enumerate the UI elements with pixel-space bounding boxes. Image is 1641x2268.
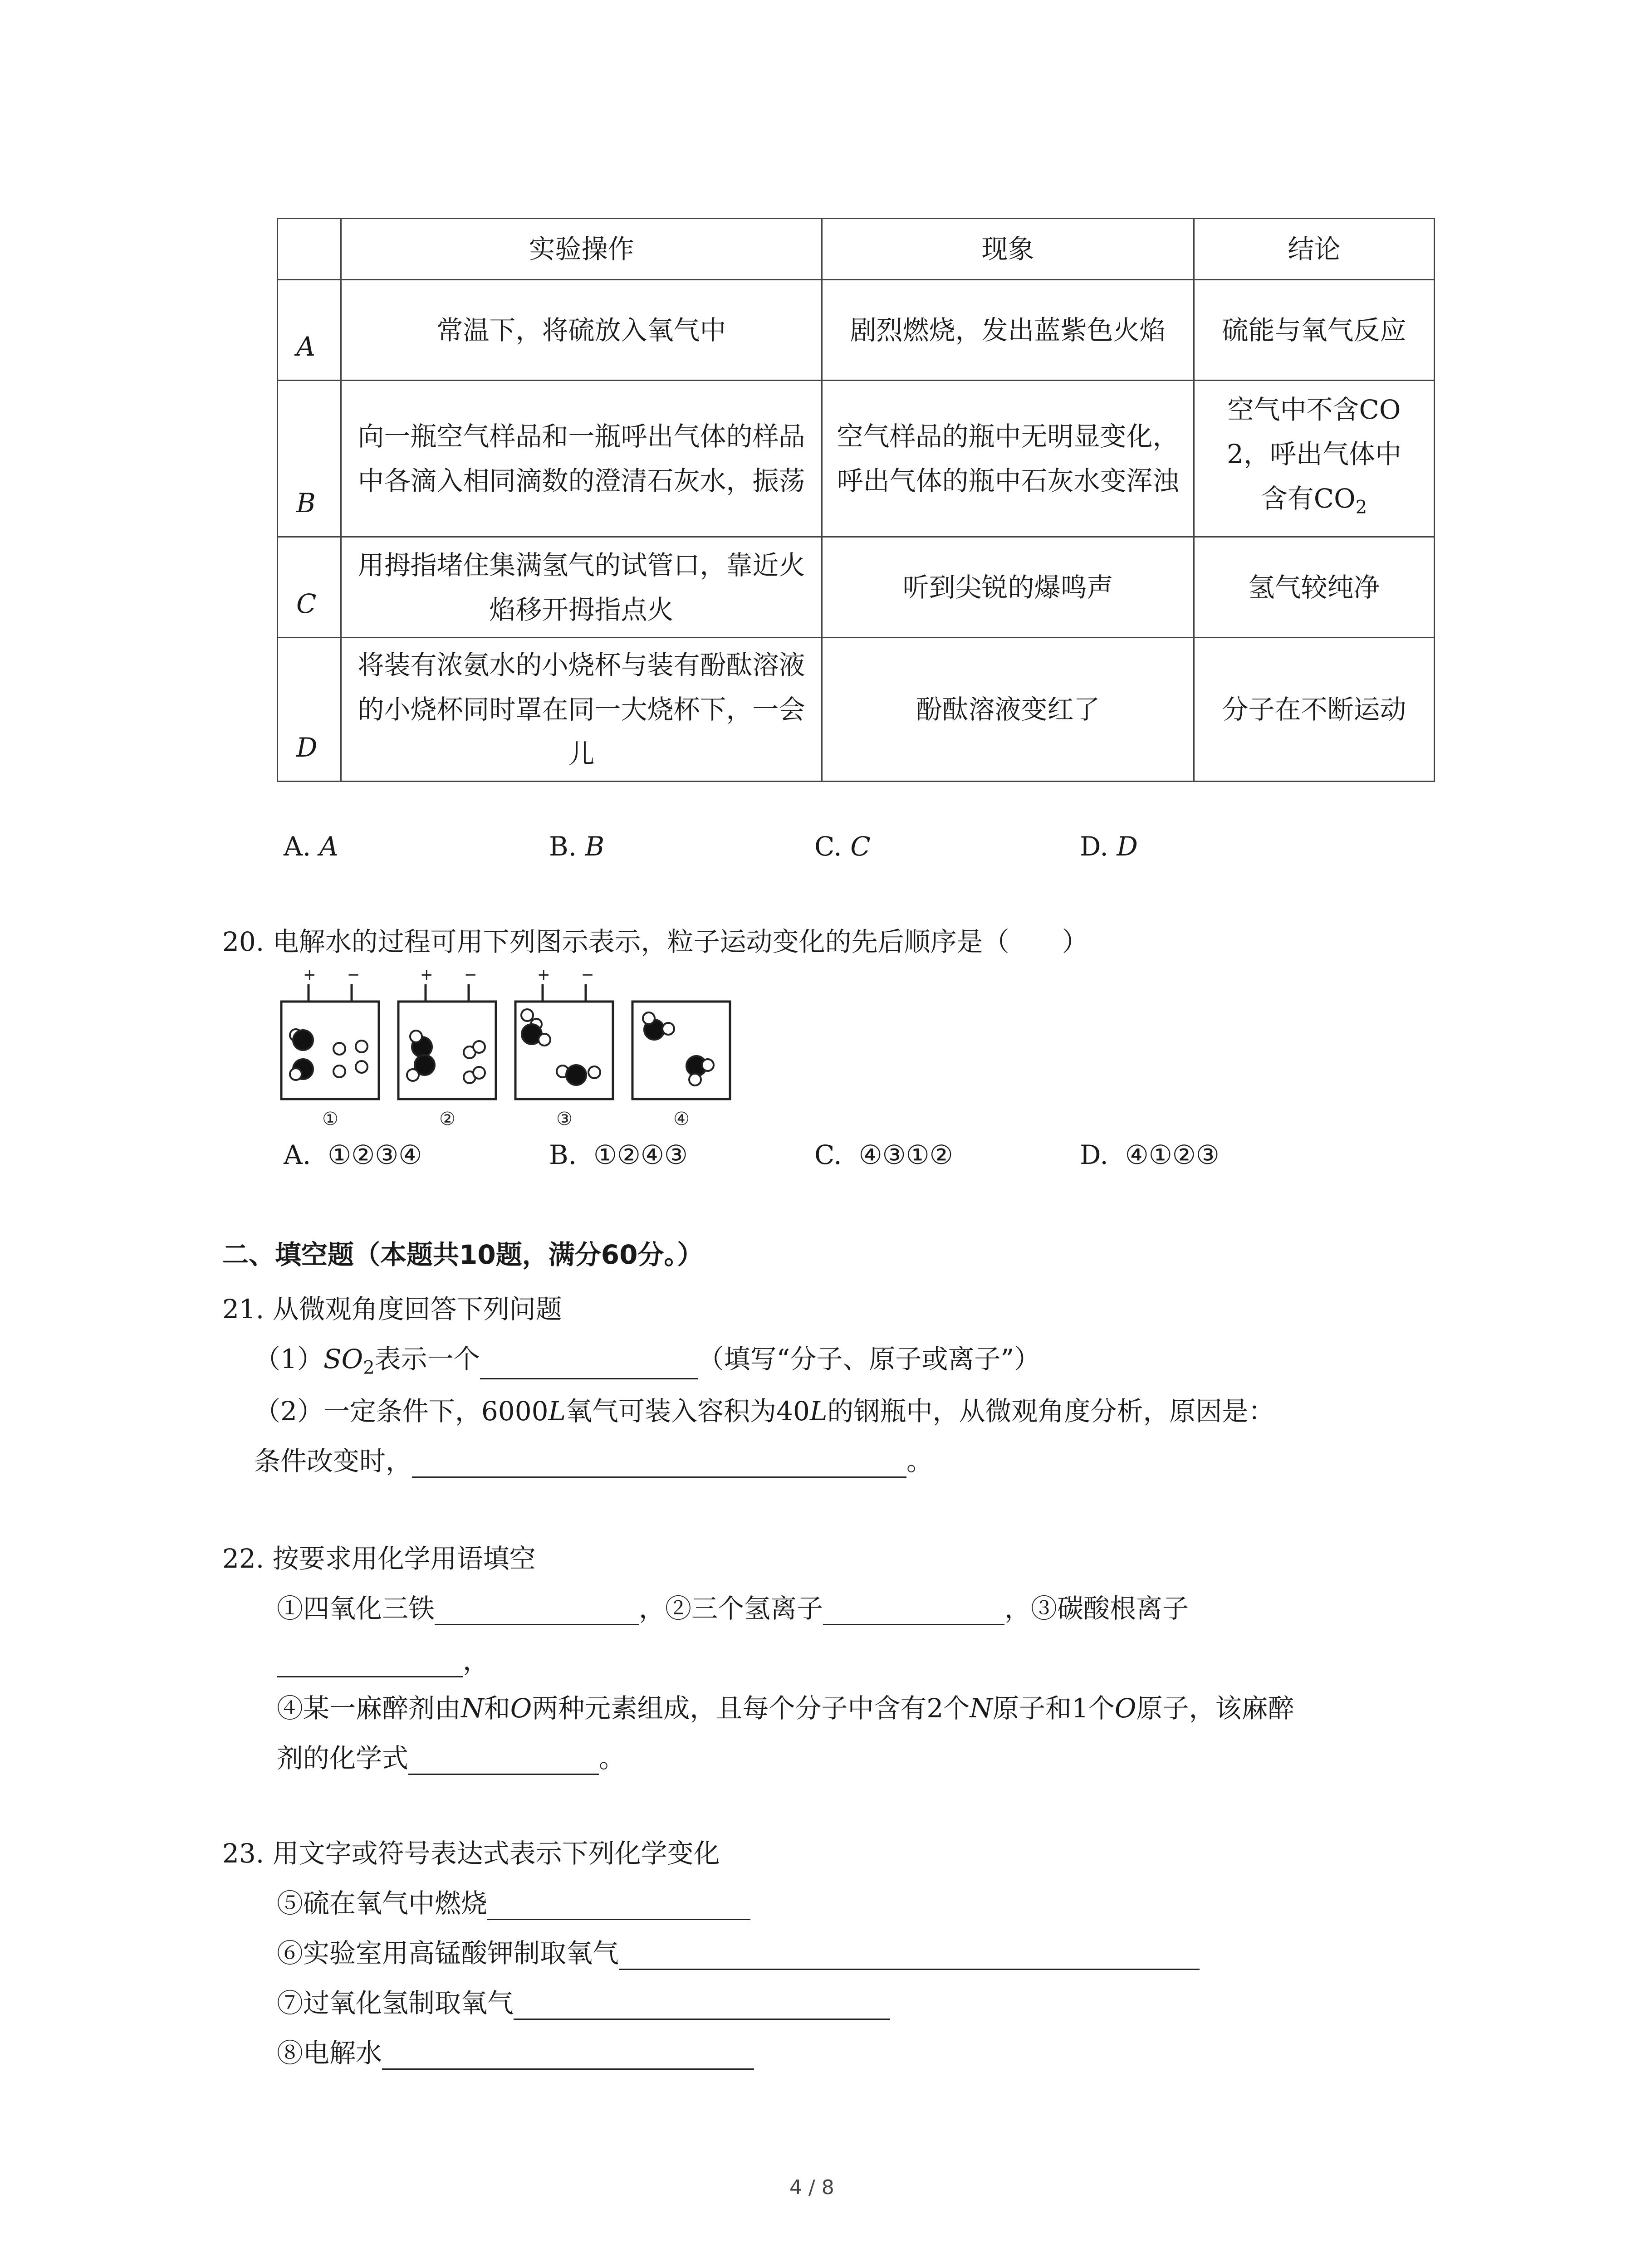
element-symbol: O: [510, 1693, 532, 1724]
row-letter: B: [278, 381, 341, 537]
table-row: [278, 381, 1435, 537]
electrode-minus-sign: −: [581, 966, 594, 984]
question-20-stem: 20. 电解水的过程可用下列图示表示，粒子运动变化的先后顺序是（ ）: [222, 926, 1088, 957]
conclusion-line: 含有CO: [1261, 483, 1356, 514]
option-label: D.: [1080, 1139, 1108, 1170]
text: 。: [599, 1743, 626, 1774]
table-header-cell: [278, 219, 341, 280]
subscript: 2: [1355, 497, 1367, 518]
option-value: ①②④③: [593, 1139, 688, 1170]
table-header-row: [278, 219, 1435, 280]
electrode-minus-sign: −: [347, 966, 360, 984]
option-a[interactable]: [284, 830, 338, 863]
conclusion-cell: 硫能与氧气反应: [1194, 280, 1435, 381]
option-label: B.: [549, 1139, 577, 1170]
option-value: A: [319, 831, 338, 862]
row-letter: D: [278, 638, 341, 782]
figure-label: ①: [322, 1109, 338, 1129]
part-number: （1）: [254, 1344, 323, 1374]
question-23-item: [277, 1887, 750, 1920]
formula: SO: [323, 1344, 363, 1374]
question-23-item: [277, 2037, 754, 2070]
operation-cell: 用拇指堵住集满氢气的试管口，靠近火焰移开拇指点火: [341, 537, 822, 638]
question-22-line-2: [277, 1644, 489, 1677]
table-header-cell: 实验操作: [341, 219, 822, 280]
conclusion-cell: 氢气较纯净: [1194, 537, 1435, 638]
question-22-line-1: [277, 1592, 1189, 1625]
section-title: 二、填空题（本题共10题，满分60分。）: [222, 1239, 704, 1270]
answer-blank[interactable]: [480, 1349, 698, 1379]
conclusion-cell: [1194, 381, 1435, 537]
phenomenon-cell: 听到尖锐的爆鸣声: [822, 537, 1194, 638]
option-value: B: [585, 831, 605, 862]
text: ④某一麻醉剂由: [277, 1693, 461, 1724]
conclusion-cell: 分子在不断运动: [1194, 638, 1435, 782]
text: 。: [906, 1446, 933, 1476]
text: ，③碳酸根离子: [1004, 1593, 1189, 1624]
option-label: C.: [814, 831, 842, 862]
electrode-minus-sign: −: [464, 966, 477, 984]
unit: L: [548, 1396, 566, 1427]
option-a[interactable]: [284, 1139, 422, 1172]
question-23-item: [277, 1937, 1200, 1970]
option-value: ①②③④: [328, 1139, 422, 1170]
option-value: D: [1117, 831, 1138, 862]
answer-blank[interactable]: [408, 1745, 599, 1775]
table-header-cell: 结论: [1194, 219, 1435, 280]
answer-blank[interactable]: [823, 1595, 1004, 1625]
element-symbol: O: [1114, 1693, 1136, 1724]
text: 表示一个: [374, 1344, 480, 1374]
element-symbol: N: [461, 1693, 484, 1724]
phenomenon-cell: 剧烈燃烧，发出蓝紫色火焰: [822, 280, 1194, 381]
operation-cell: 将装有浓氨水的小烧杯与装有酚酞溶液的小烧杯同时罩在同一大烧杯下，一会儿: [341, 638, 822, 782]
text: ⑦过氧化氢制取氧气: [277, 1988, 514, 2019]
question-23-item: [277, 1987, 890, 2020]
table-row: [278, 537, 1435, 638]
answer-blank[interactable]: [382, 2039, 754, 2070]
experiment-table: [277, 218, 1435, 782]
text: ①四氧化三铁: [277, 1593, 435, 1624]
question-22-line-4: [277, 1742, 625, 1775]
option-d[interactable]: [1080, 1139, 1220, 1172]
text: ，: [463, 1645, 490, 1676]
phenomenon-cell: 酚酞溶液变红了: [822, 638, 1194, 782]
text: 的钢瓶中，从微观角度分析，原因是：: [827, 1396, 1275, 1427]
figure-label: ②: [439, 1109, 456, 1129]
figure-label: ③: [556, 1109, 573, 1129]
answer-blank[interactable]: [487, 1890, 750, 1920]
text: 条件改变时，: [254, 1446, 412, 1476]
option-b[interactable]: [549, 830, 604, 863]
answer-blank[interactable]: [412, 1447, 906, 1478]
subscript: 2: [363, 1357, 375, 1378]
option-label: A.: [284, 1139, 311, 1170]
question-23-stem: 23. 用文字或符号表达式表示下列化学变化: [222, 1838, 720, 1869]
question-21-stem: 21. 从微观角度回答下列问题: [222, 1294, 562, 1325]
option-value: C: [850, 831, 871, 862]
page-number: 4 / 8: [789, 2176, 834, 2199]
row-letter: C: [278, 537, 341, 638]
element-symbol: N: [970, 1693, 993, 1724]
option-label: C.: [814, 1139, 842, 1170]
text: （2）一定条件下，: [254, 1396, 481, 1427]
conclusion-line: 空气中不含CO: [1227, 394, 1401, 425]
electrode-plus-sign: +: [420, 966, 433, 984]
table-row: [278, 638, 1435, 782]
electrolysis-figure: [272, 966, 749, 1148]
text: 剂的化学式: [277, 1743, 409, 1774]
question-22-line-3: [277, 1692, 1294, 1725]
option-c[interactable]: [814, 1139, 953, 1172]
text: ，②三个氢离子: [639, 1593, 823, 1624]
question-21-part-1: [254, 1343, 1040, 1379]
text: ⑧电解水: [277, 2038, 382, 2068]
option-label: B.: [549, 831, 577, 862]
row-letter: A: [278, 280, 341, 381]
table-header-cell: 现象: [822, 219, 1194, 280]
text: ⑤硫在氧气中燃烧: [277, 1888, 488, 1919]
text: 氧气可装入容积为: [566, 1396, 777, 1427]
table-row: [278, 280, 1435, 381]
option-label: D.: [1080, 831, 1108, 862]
answer-blank[interactable]: [435, 1595, 639, 1625]
operation-cell: 向一瓶空气样品和一瓶呼出气体的样品中各滴入相同滴数的澄清石灰水，振荡: [341, 381, 822, 537]
option-label: A.: [284, 831, 311, 862]
electrode-plus-sign: +: [537, 966, 550, 984]
electrode-plus-sign: +: [303, 966, 316, 984]
option-value: ④③①②: [858, 1139, 953, 1170]
option-value: ④①②③: [1125, 1139, 1220, 1170]
option-d[interactable]: [1080, 830, 1138, 863]
text: 两种元素组成，且每个分子中含有2个: [532, 1693, 970, 1724]
option-b[interactable]: [549, 1139, 688, 1172]
answer-blank[interactable]: [277, 1647, 463, 1677]
text: ⑥实验室用高锰酸钾制取氧气: [277, 1938, 619, 1969]
unit: L: [809, 1396, 828, 1427]
answer-blank[interactable]: [619, 1940, 1200, 1970]
number: 40: [776, 1396, 810, 1427]
text: 原子和1个: [993, 1693, 1115, 1724]
hint: （填写“分子、原子或离子”）: [697, 1344, 1040, 1374]
phenomenon-cell: 空气样品的瓶中无明显变化，呼出气体的瓶中石灰水变浑浊: [822, 381, 1194, 537]
question-22-stem: 22. 按要求用化学用语填空: [222, 1543, 536, 1574]
text: 和: [484, 1693, 510, 1724]
figure-label: ④: [673, 1109, 690, 1129]
answer-blank[interactable]: [514, 1989, 890, 2020]
question-21-part-2: [254, 1395, 1274, 1428]
question-21-part-2-line-2: [254, 1445, 933, 1478]
option-c[interactable]: [814, 830, 871, 863]
number: 6000: [481, 1396, 549, 1427]
text: 原子，该麻醉: [1136, 1693, 1294, 1724]
conclusion-line: 2，呼出气体中: [1227, 439, 1401, 470]
operation-cell: 常温下，将硫放入氧气中: [341, 280, 822, 381]
